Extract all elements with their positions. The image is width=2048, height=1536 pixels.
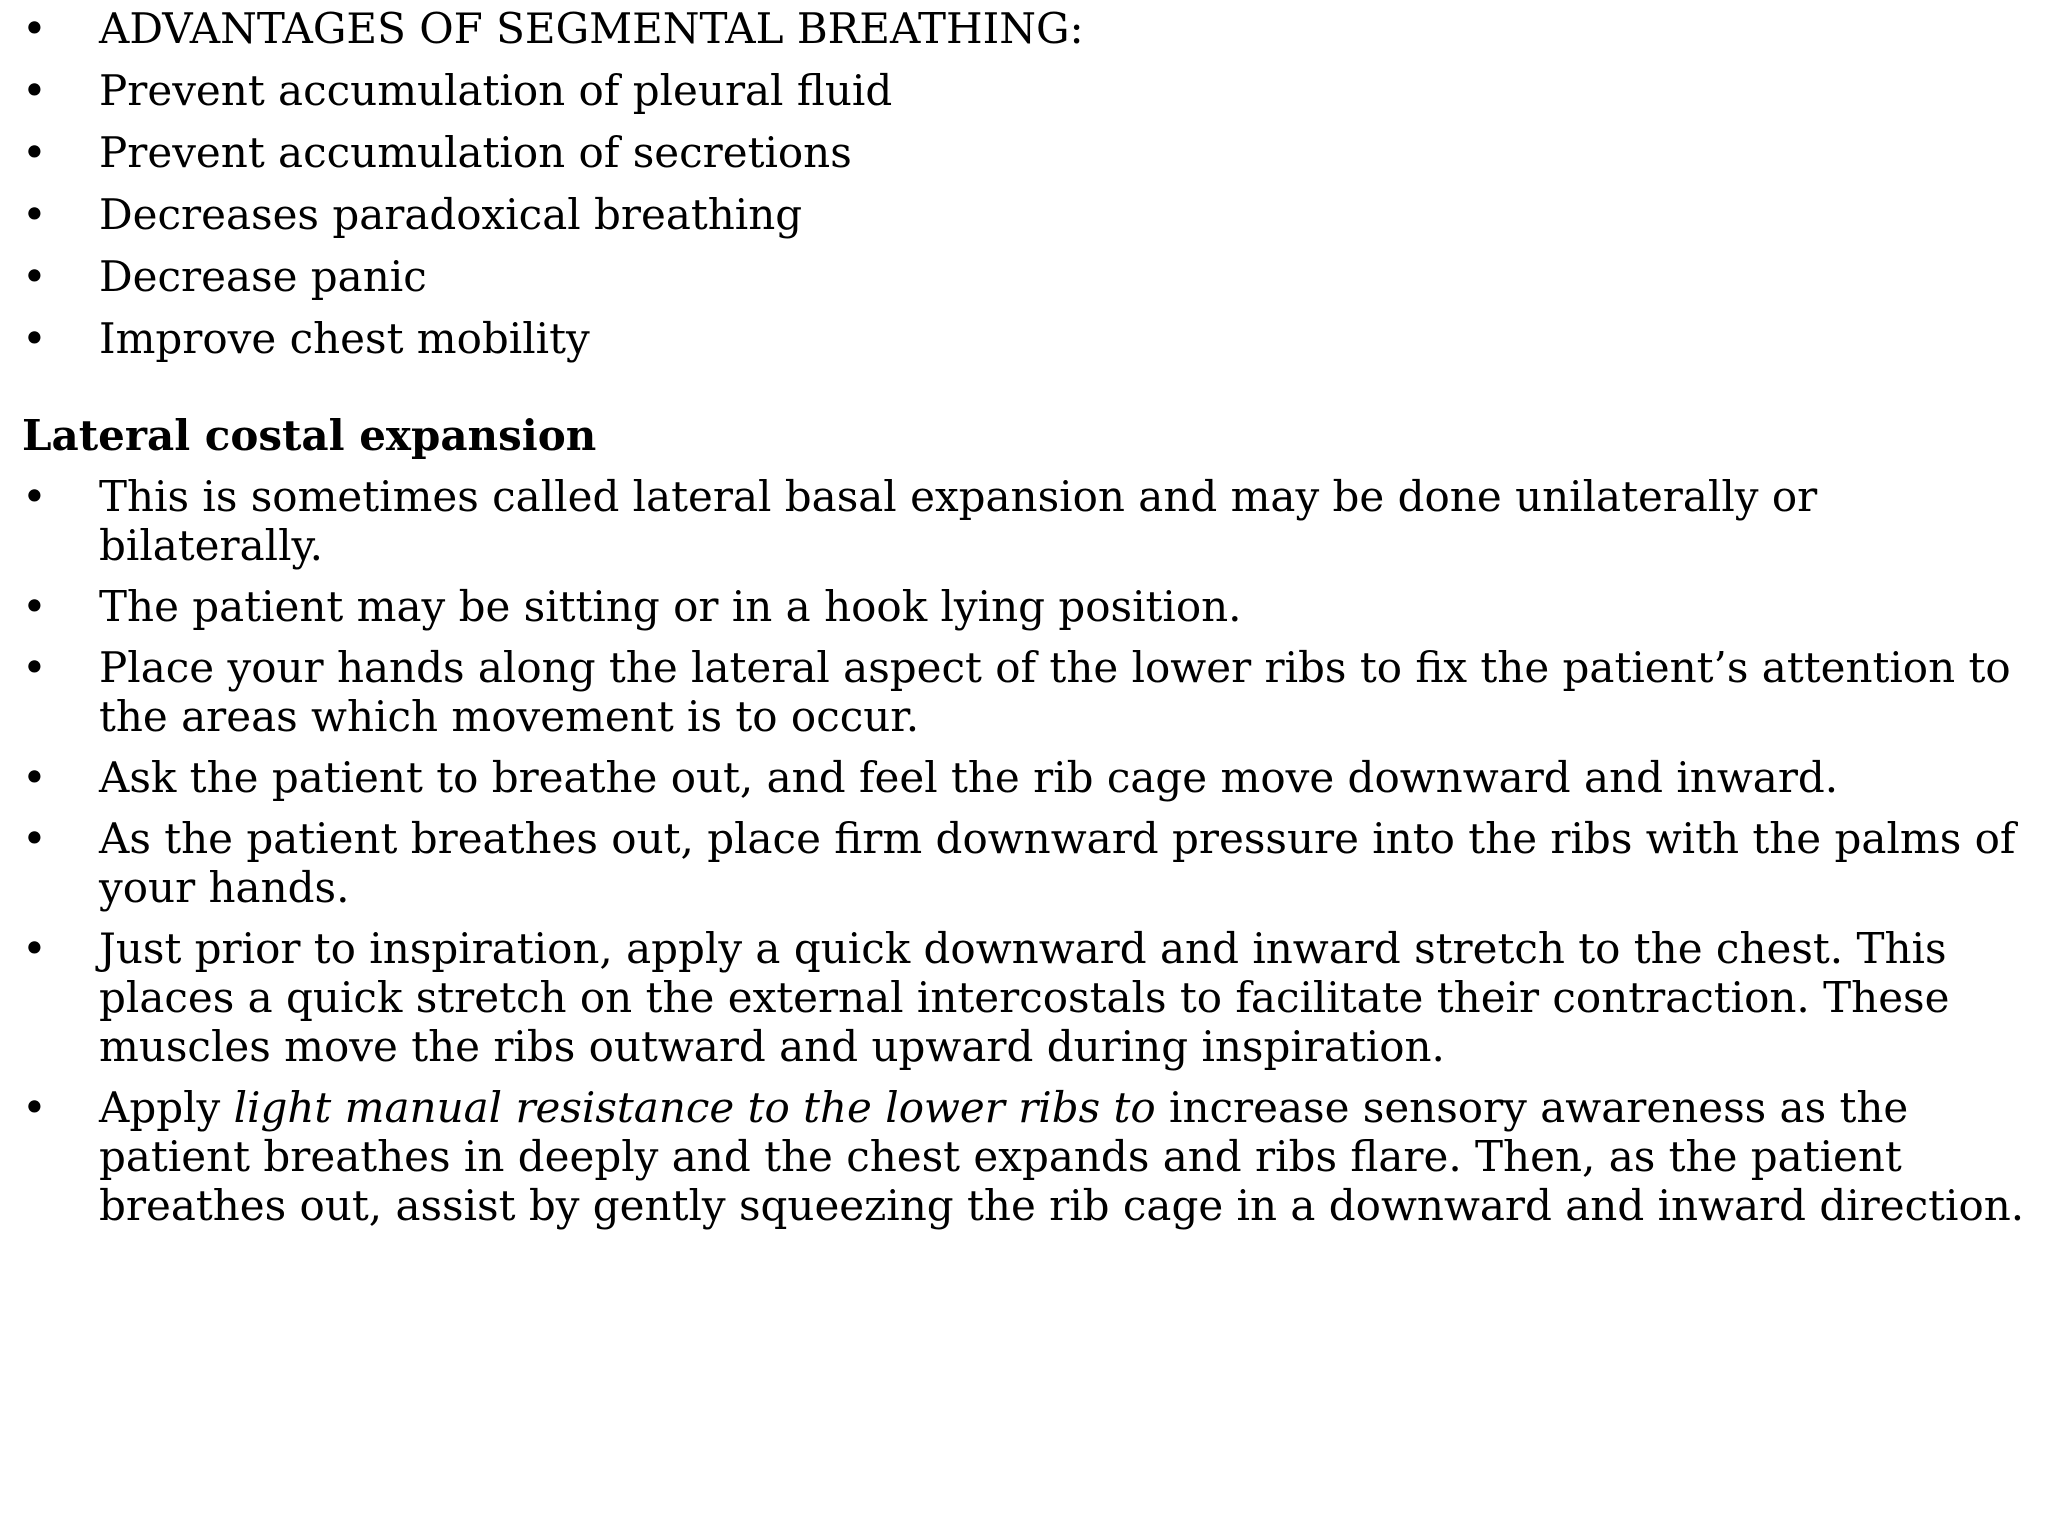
list-item: • Improve chest mobility <box>22 314 2048 363</box>
list-item: • As the patient breathes out, place firm downward pressure into the ribs with the palms of your hands. <box>22 814 2048 912</box>
list-item: • Place your hands along the lateral aspect of the lower ribs to fix the patient’s attention to the areas which movement is to occur. <box>22 643 2048 741</box>
list-item: • The patient may be sitting or in a hook lying position. <box>22 582 2048 631</box>
lateral-expansion-list <box>22 472 2048 1230</box>
section-heading: Lateral costal expansion <box>22 411 597 460</box>
list-item: • Decrease panic <box>22 252 2048 301</box>
list-item-last <box>22 1083 2048 1230</box>
list-item: • Decreases paradoxical breathing <box>22 190 2048 239</box>
list-item: • Ask the patient to breathe out, and feel the rib cage move downward and inward. <box>22 753 2048 802</box>
list-item: • Prevent accumulation of secretions <box>22 128 2048 177</box>
text-before-italic: Apply <box>99 1083 234 1132</box>
list-item: • This is sometimes called lateral basal expansion and may be done unilaterally or bilaterally. <box>22 472 2048 570</box>
list-item: • Prevent accumulation of pleural fluid <box>22 66 2048 115</box>
italic-text: light manual resistance to the lower ribs to <box>233 1083 1156 1132</box>
advantages-list <box>22 4 2048 363</box>
list-item: • Just prior to inspiration, apply a quick downward and inward stretch to the chest. This places a quick stretch on the external intercostals to facilitate their contraction. These muscles move the ribs outward and upward during inspiration. <box>22 924 2048 1071</box>
list-item: • ADVANTAGES OF SEGMENTAL BREATHING: <box>22 4 2048 53</box>
text-after-italic: increase sensory awareness as the patient breathes in deeply and the chest expands and ribs flare. Then, as the patient breathes out, assist by gently squeezing the rib cage in a downward and inward direction. <box>99 1083 2025 1230</box>
